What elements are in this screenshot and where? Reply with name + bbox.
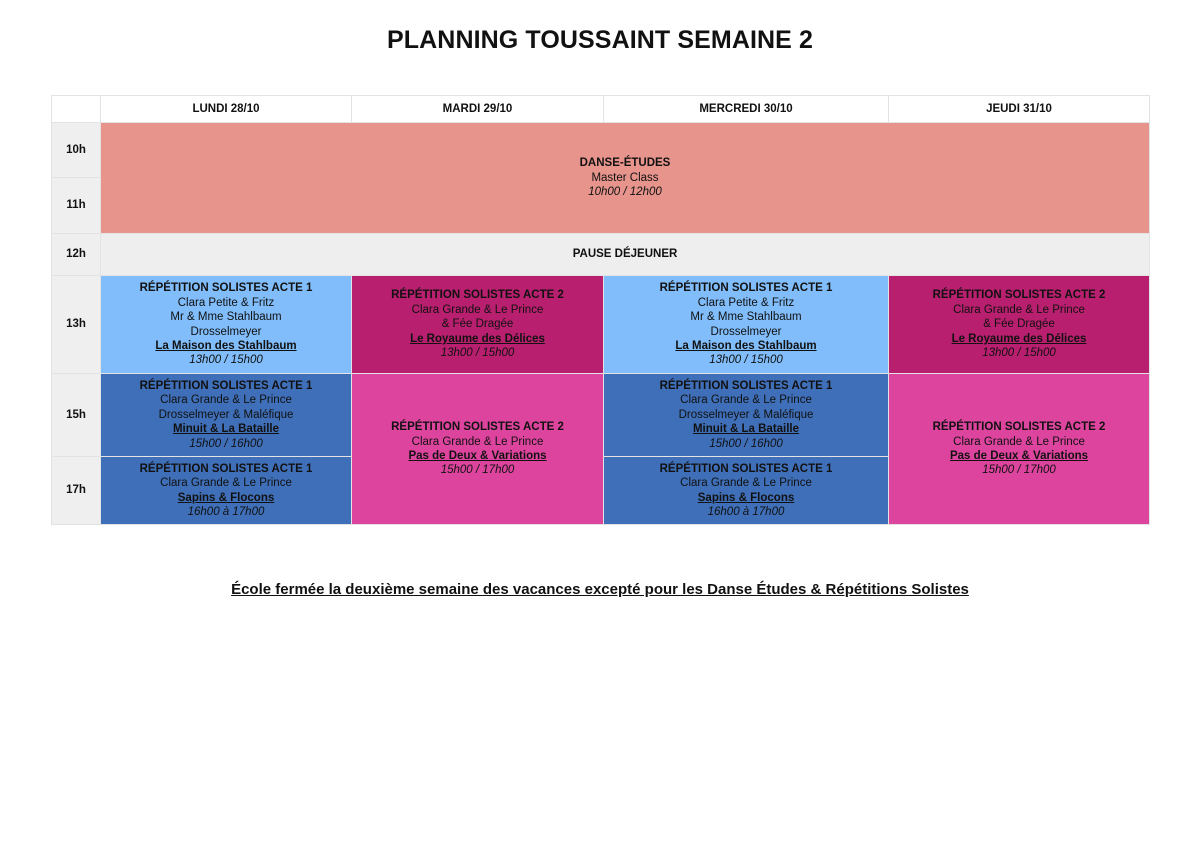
block-hours: 16h00 à 17h00	[187, 505, 265, 518]
block-cast-line: Clara Grande & Le Prince	[411, 303, 544, 316]
block-title: RÉPÉTITION SOLISTES ACTE 2	[932, 421, 1106, 434]
block-scene: Minuit & La Bataille	[692, 423, 800, 436]
block-title: RÉPÉTITION SOLISTES ACTE 1	[139, 282, 313, 295]
row-12h	[52, 234, 1150, 276]
block-title: RÉPÉTITION SOLISTES ACTE 2	[391, 421, 564, 434]
block-title: RÉPÉTITION SOLISTES ACTE 1	[139, 379, 313, 392]
block-hours: 15h00 / 17h00	[982, 464, 1056, 477]
block-cast-line: Clara Grande & Le Prince	[953, 303, 1085, 316]
block-cast-line: Clara Grande & Le Prince	[160, 394, 292, 407]
row-10h	[52, 123, 1150, 178]
block-scene: Pas de Deux & Variations	[408, 450, 547, 462]
block-cast-line: Clara Grande & Le Prince	[160, 477, 292, 490]
header-row	[52, 96, 1150, 123]
block-hours: 16h00 à 17h00	[707, 505, 785, 518]
block-hours: 15h00 / 17h00	[440, 464, 515, 477]
block-scene: Sapins & Flocons	[697, 491, 795, 504]
day-header-tuesday: MARDI 29/10	[352, 96, 604, 123]
day-header-monday: LUNDI 28/10	[101, 96, 352, 123]
tuesday-acte2-royaume-block	[352, 276, 604, 374]
block-cast-line: Clara Grande & Le Prince	[411, 435, 544, 448]
danse-etudes-subtitle: Master Class	[591, 171, 659, 184]
block-title: RÉPÉTITION SOLISTES ACTE 1	[139, 462, 313, 475]
block-cast-line: Drosselmeyer	[190, 325, 262, 338]
time-label-13h: 13h	[52, 276, 101, 374]
block-cast-line: Clara Petite & Fritz	[177, 296, 275, 309]
block-hours: 15h00 / 16h00	[189, 437, 263, 450]
thursday-acte2-royaume-block	[889, 276, 1150, 374]
day-header-wednesday: MERCREDI 30/10	[604, 96, 889, 123]
time-label-12h: 12h	[52, 234, 101, 276]
block-cast-line: Clara Petite & Fritz	[697, 296, 795, 309]
block-cast-line: Drosselmeyer & Maléfique	[678, 408, 814, 421]
wednesday-acte1-maison-block	[604, 276, 889, 374]
block-cast-line: Clara Grande & Le Prince	[680, 394, 812, 407]
monday-acte1-maison-block	[101, 276, 352, 374]
day-header-thursday: JEUDI 31/10	[889, 96, 1150, 123]
block-cast-line: & Fée Dragée	[983, 318, 1055, 331]
block-hours: 13h00 / 15h00	[189, 354, 263, 367]
block-scene: La Maison des Stahlbaum	[155, 339, 297, 352]
block-hours: 15h00 / 16h00	[709, 437, 783, 450]
block-cast-line: Mr & Mme Stahlbaum	[170, 311, 282, 324]
block-cast-line: Clara Grande & Le Prince	[680, 477, 812, 490]
time-label-17h: 17h	[52, 457, 101, 525]
time-label-15h: 15h	[52, 374, 101, 457]
block-title: RÉPÉTITION SOLISTES ACTE 1	[659, 282, 833, 295]
block-hours: 13h00 / 15h00	[440, 347, 515, 360]
wednesday-acte1-sapins-block	[604, 457, 889, 525]
schedule-table	[51, 95, 1150, 525]
row-13h	[52, 276, 1150, 374]
block-scene: Pas de Deux & Variations	[949, 450, 1089, 462]
block-cast-line: Drosselmeyer	[710, 325, 782, 338]
time-label-11h: 11h	[52, 178, 101, 234]
pause-label: PAUSE DÉJEUNER	[572, 248, 678, 261]
monday-acte1-minuit-block	[101, 374, 352, 457]
danse-etudes-hours: 10h00 / 12h00	[588, 186, 662, 199]
row-15h	[52, 374, 1150, 457]
block-scene: Sapins & Flocons	[177, 491, 275, 504]
block-cast-line: Mr & Mme Stahlbaum	[690, 311, 802, 324]
block-hours: 13h00 / 15h00	[982, 347, 1056, 360]
danse-etudes-title: DANSE-ÉTUDES	[579, 157, 671, 170]
block-scene: La Maison des Stahlbaum	[675, 339, 817, 352]
tuesday-acte2-pas-block	[352, 374, 604, 525]
pause-dejeuner-block	[101, 234, 1150, 276]
block-hours: 13h00 / 15h00	[709, 354, 783, 367]
monday-acte1-sapins-block	[101, 457, 352, 525]
block-title: RÉPÉTITION SOLISTES ACTE 1	[659, 379, 833, 392]
block-cast-line: Clara Grande & Le Prince	[953, 435, 1085, 448]
wednesday-acte1-minuit-block	[604, 374, 889, 457]
block-cast-line: & Fée Dragée	[441, 318, 514, 331]
block-cast-line: Drosselmeyer & Maléfique	[158, 408, 294, 421]
block-scene: Le Royaume des Délices	[410, 332, 545, 345]
danse-etudes-block	[101, 123, 1150, 234]
page-title: PLANNING TOUSSAINT SEMAINE 2	[387, 26, 813, 54]
footer-note: École fermée la deuxième semaine des vacances excepté pour les Danse Études & Répétitions Solistes	[231, 581, 969, 598]
block-scene: Le Royaume des Délices	[951, 332, 1087, 345]
time-label-10h: 10h	[52, 123, 101, 178]
corner-cell	[52, 96, 101, 123]
block-title: RÉPÉTITION SOLISTES ACTE 1	[659, 462, 833, 475]
thursday-acte2-pas-block	[889, 374, 1150, 525]
block-scene: Minuit & La Bataille	[172, 423, 280, 436]
block-title: RÉPÉTITION SOLISTES ACTE 2	[391, 289, 564, 302]
block-title: RÉPÉTITION SOLISTES ACTE 2	[932, 289, 1106, 302]
